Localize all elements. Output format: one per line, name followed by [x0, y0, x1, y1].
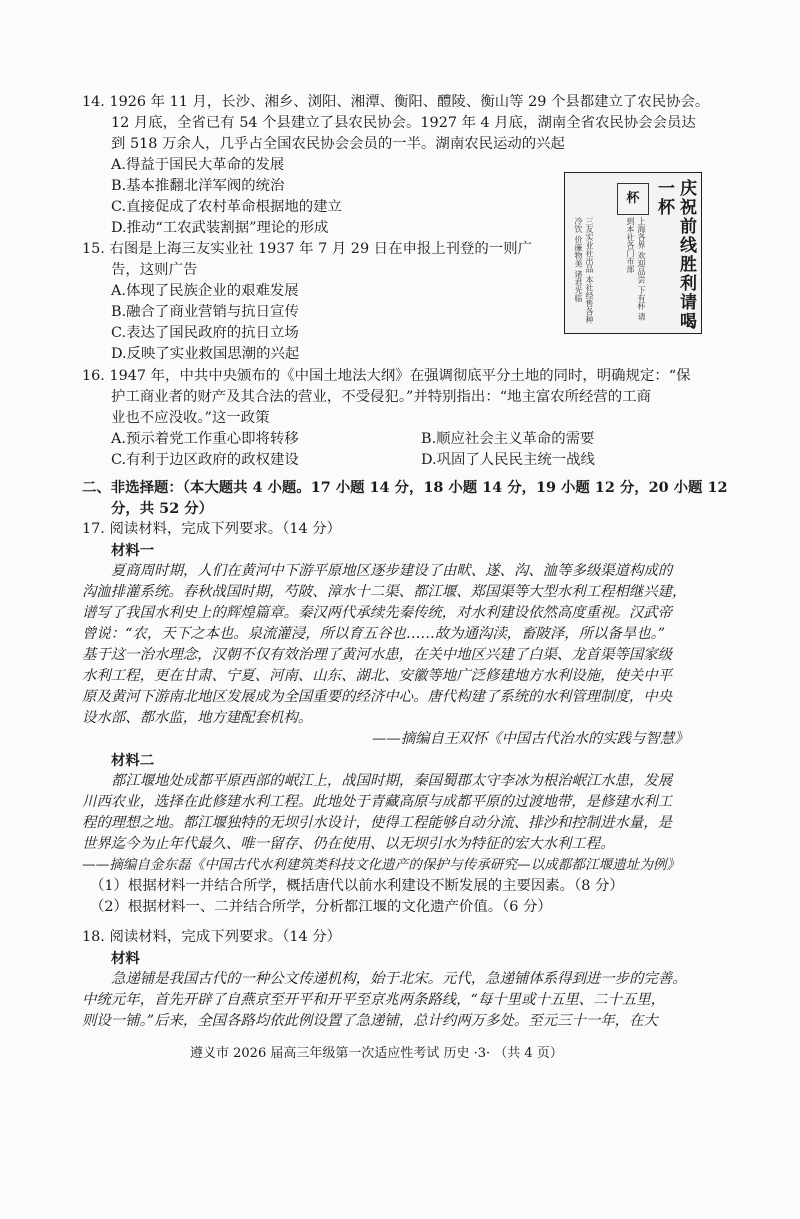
q17-m1-line: 原及黄河下游南北地区发展成为全国重要的经济中心。唐代构建了系统的水利管理制度，中央	[82, 689, 673, 705]
q17-m1-source: ——摘编自王双怀《中国古代治水的实践与智慧》	[372, 731, 689, 747]
q18-line: 中统元年，首先开辟了自燕京至开平和开平至京兆两条路线，“每十里或十五里、二十五里，	[82, 992, 665, 1008]
ad-cup-mark: 杯	[617, 183, 649, 215]
q17-m2-line: 都江堰地处成都平原西部的岷江上，战国时期，秦国蜀郡太守李冰为根治岷江水患，发展	[111, 773, 673, 789]
q17-m1-line: 水利工程，更在甘肃、宁夏、河南、山东、湖北、安徽等地广泛修建地方水利设施，使关中平	[82, 668, 673, 684]
q14-line1: 14. 1926 年 11 月，长沙、湘乡、浏阳、湘潭、衡阳、醴陵、衡山等 29 个县都建立了农民协会。	[82, 94, 710, 110]
q15-line1: 15. 右图是上海三友实业社 1937 年 7 月 29 日在申报上刊登的一则广	[82, 241, 532, 257]
q17-material1-title: 材料一	[111, 542, 155, 559]
q17-m1-line: 曾说：“农，天下之本也。泉流灌浸，所以育五谷也……故为通沟渎，畜陂泽，所以备旱也。”	[82, 626, 666, 642]
q17-m1-line: 沟洫排灌系统。春秋战国时期，芍陂、漳水十二渠、都江堰、郑国渠等大型水利工程相继兴建，	[82, 584, 687, 600]
page-footer: 遵义市 2026 届高三年级第一次适应性考试 历史 ·3· （共 4 页）	[190, 1046, 563, 1061]
q14-option-b: B.基本推翻北洋军阀的统治	[111, 178, 285, 194]
q14-line2: 12 月底，全省已有 54 个县建立了县农民协会。1927 年 4 月底，湖南全省农民协会会员达	[111, 115, 696, 131]
q17-intro: 17. 阅读材料，完成下列要求。（14 分）	[82, 521, 342, 537]
q17-m1-line: 谱写了我国水利史上的辉煌篇章。秦汉两代承续先秦传统，对水利建设依然高度重视。汉武帝	[82, 605, 673, 621]
q15-option-c: C.表达了国民政府的抗日立场	[111, 325, 299, 341]
q17-material2-title: 材料二	[111, 752, 155, 769]
q18-intro: 18. 阅读材料，完成下列要求。（14 分）	[82, 929, 342, 945]
q16-line1: 16. 1947 年，中共中央颁布的《中国土地法大纲》在强调彻底平分土地的同时，明确规定：“保	[82, 368, 691, 384]
q18-line: 急递铺是我国古代的一种公文传递机构，始于北宋。元代，急递铺体系得到进一步的完善。	[111, 971, 687, 987]
q15-option-b: B.融合了商业营销与抗日宣传	[111, 304, 299, 320]
ad-small-text-right: 上海各界 欢迎品尝 下有杯 请到本社各门市部	[626, 217, 646, 321]
q18-line: 则设一铺。”后来，全国各路均依此例设置了急递铺，总计约两万多处。至元三十一年，在大	[82, 1013, 658, 1029]
q17-requirement-1: （1）根据材料一并结合所学，概括唐代以前水利建设不断发展的主要因素。（8 分）	[90, 878, 624, 894]
q14-line3: 到 518 万余人，几乎占全国农民协会会员的一半。湖南农民运动的兴起	[111, 136, 565, 152]
q17-m1-line: 设水部、都水监，地方建配套机构。	[82, 710, 313, 726]
q16-option-d: D.巩固了人民民主统一战线	[421, 452, 595, 468]
q14-option-d: D.推动“工农武装割据”理论的形成	[111, 220, 329, 236]
newspaper-ad-image	[564, 172, 702, 334]
section2-heading: 二、非选择题：（本大题共 4 小题。17 小题 14 分，18 小题 14 分，19 小题 12 分，20 小题 12	[82, 479, 728, 496]
q17-m2-source: ——摘编自金东磊《中国古代水利建筑类科技文化遗产的保护与传承研究—以成都都江堰遗址为例》	[82, 857, 681, 873]
q15-line2: 告，这则广告	[111, 262, 198, 278]
q16-option-a: A.预示着党工作重心即将转移	[111, 431, 299, 447]
q17-m2-line: 程的理想之地。都江堰独特的无坝引水设计，使得工程能够自动分流、排沙和控制进水量，是	[82, 815, 673, 831]
q16-option-b: B.顺应社会主义革命的需要	[421, 431, 595, 447]
q16-option-c: C.有利于边区政府的政权建设	[111, 452, 299, 468]
q15-option-a: A.体现了民族企业的艰难发展	[111, 283, 299, 299]
q17-m2-line: 川西农业，选择在此修建水利工程。此地处于青藏高原与成都平原的过渡地带，是修建水利工	[82, 794, 673, 810]
ad-small-text-left: 三友实业社出品 本社经售各种冷饮 价廉物美 诸君光临	[574, 217, 594, 324]
q17-requirement-2: （2）根据材料一、二并结合所学，分析都江堰的文化遗产价值。（6 分）	[90, 899, 552, 915]
section2-heading-cont: 分，共 52 分）	[111, 500, 213, 517]
ad-headline: 庆祝前线胜利请喝一杯	[654, 179, 696, 331]
q14-option-c: C.直接促成了农村革命根据地的建立	[111, 199, 342, 215]
q17-m2-line: 世界迄今为止年代最久、唯一留存、仍在使用、以无坝引水为特征的宏大水利工程。	[82, 836, 615, 852]
q17-m1-line: 基于这一治水理念，汉朝不仅有效治理了黄河水患，在关中地区兴建了白渠、龙首渠等国家级	[82, 647, 673, 663]
q16-line2: 护工商业者的财产及其合法的营业，不受侵犯。”并特别指出：“地主富农所经营的工商	[111, 389, 651, 405]
q15-option-d: D.反映了实业救国思潮的兴起	[111, 346, 300, 362]
q14-option-a: A.得益于国民大革命的发展	[111, 157, 285, 173]
q17-m1-line: 夏商周时期，人们在黄河中下游平原地区逐步建设了由畎、遂、沟、洫等多级渠道构成的	[111, 563, 673, 579]
q16-line3: 业也不应没收。”这一政策	[111, 410, 270, 426]
q18-material-title: 材料	[111, 950, 140, 967]
